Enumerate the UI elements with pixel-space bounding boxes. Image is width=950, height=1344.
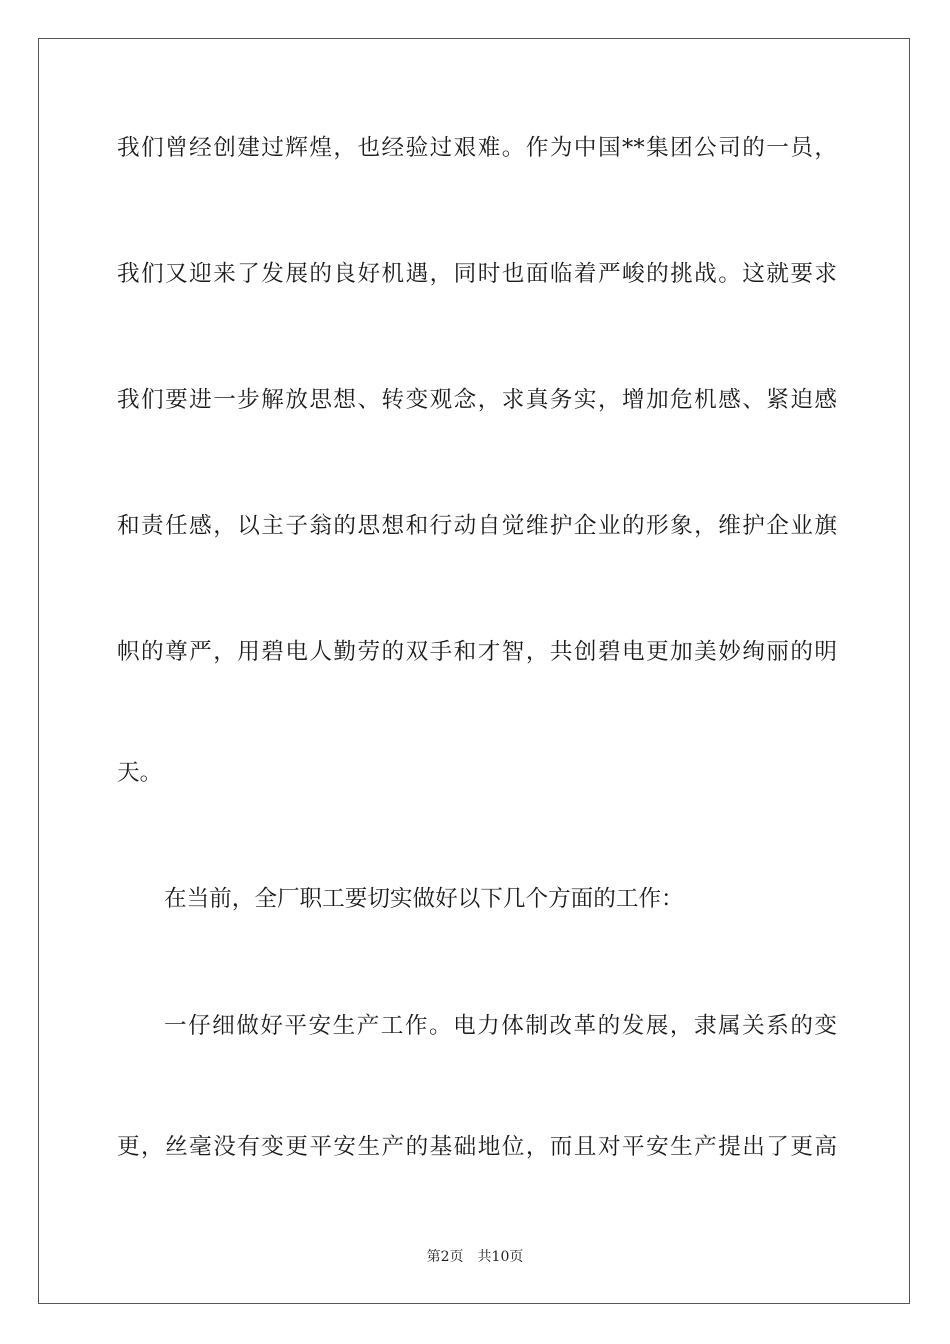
paragraph-safety-line-2: 更，丝毫没有变更平安生产的基础地位，而且对平安生产提出了更高 <box>117 1134 837 1160</box>
body-line-4: 和责任感，以主子翁的思想和行动自觉维护企业的形象，维护企业旗 <box>117 513 837 539</box>
paragraph-safety-line-1: 一仔细做好平安生产工作。电力体制改革的发展，隶属关系的变 <box>164 1013 837 1039</box>
body-line-5: 帜的尊严，用碧电人勤劳的双手和才智，共创碧电更加美妙绚丽的明 <box>117 639 837 665</box>
body-line-6: 天。 <box>117 760 163 786</box>
body-line-1: 我们曾经创建过辉煌，也经验过艰难。作为中国**集团公司的一员， <box>117 135 837 161</box>
body-line-3: 我们要进一步解放思想、转变观念，求真务实，增加危机感、紧迫感 <box>117 387 837 413</box>
paragraph-intro-line: 在当前，全厂职工要切实做好以下几个方面的工作： <box>164 886 684 912</box>
page-frame <box>38 38 910 1304</box>
page-number: 第2页 <box>426 1249 464 1265</box>
page-footer <box>0 1248 950 1266</box>
page-total: 共10页 <box>477 1249 524 1265</box>
body-line-2: 我们又迎来了发展的良好机遇，同时也面临着严峻的挑战。这就要求 <box>117 261 837 287</box>
